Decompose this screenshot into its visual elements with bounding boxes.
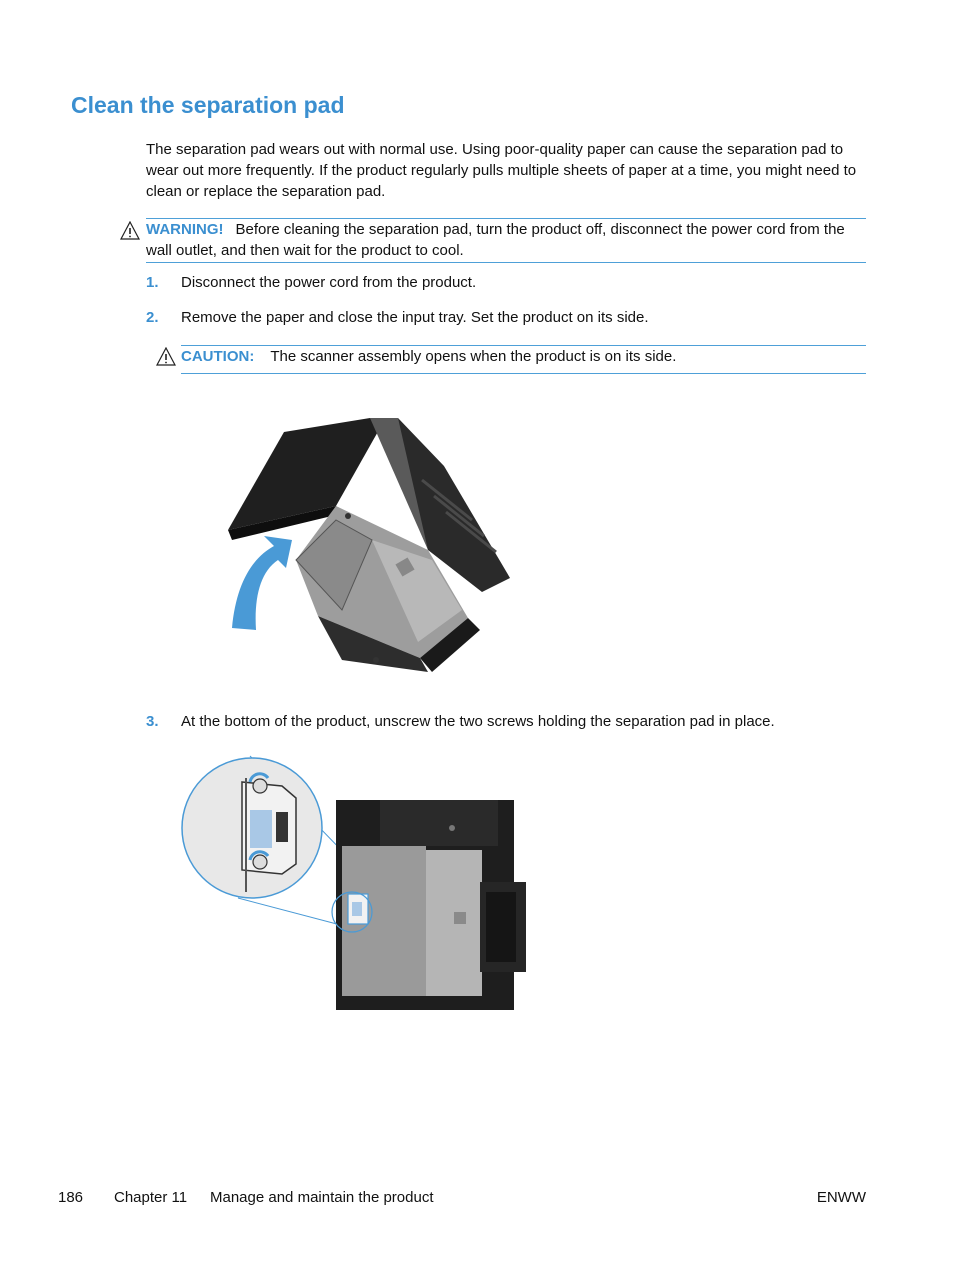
doc-id: ENWW [816, 1189, 866, 1206]
separation-pad-screws-illustration [180, 752, 530, 1024]
caution-label: CAUTION: [181, 348, 255, 365]
step-text-3: At the bottom of the product, unscrew the two screws holding the separation pad in place. [181, 713, 775, 730]
step-text-1: Disconnect the power cord from the product. [181, 274, 477, 291]
step-number-1: 1. [146, 274, 159, 291]
caution-notice [181, 345, 866, 374]
page-number: 186 [58, 1189, 84, 1206]
product-on-side-illustration [222, 410, 514, 676]
warning-icon [120, 221, 140, 240]
warning-notice [146, 218, 866, 263]
caution-icon [156, 347, 176, 366]
intro-paragraph: The separation pad wears out with normal use. Using poor-quality paper can cause the separation pad to wear out more frequently. If the product regularly pulls multiple sheets of paper at a time, you might need to clean or replace the separation pad. [146, 141, 857, 200]
caution-text: The scanner assembly opens when the product is on its side. [270, 348, 677, 365]
chapter-title: Manage and maintain the product [210, 1189, 434, 1206]
step-text-2: Remove the paper and close the input tray. Set the product on its side. [181, 309, 649, 326]
section-title: Clean the separation pad [71, 92, 345, 118]
step-number-3: 3. [146, 713, 159, 730]
step-number-2: 2. [146, 309, 159, 326]
chapter-number: Chapter 11 [114, 1189, 188, 1206]
warning-label: WARNING! [146, 221, 224, 238]
warning-text: Before cleaning the separation pad, turn the product off, disconnect the power cord from the wall outlet, and then wait for the product to cool. [146, 221, 845, 259]
